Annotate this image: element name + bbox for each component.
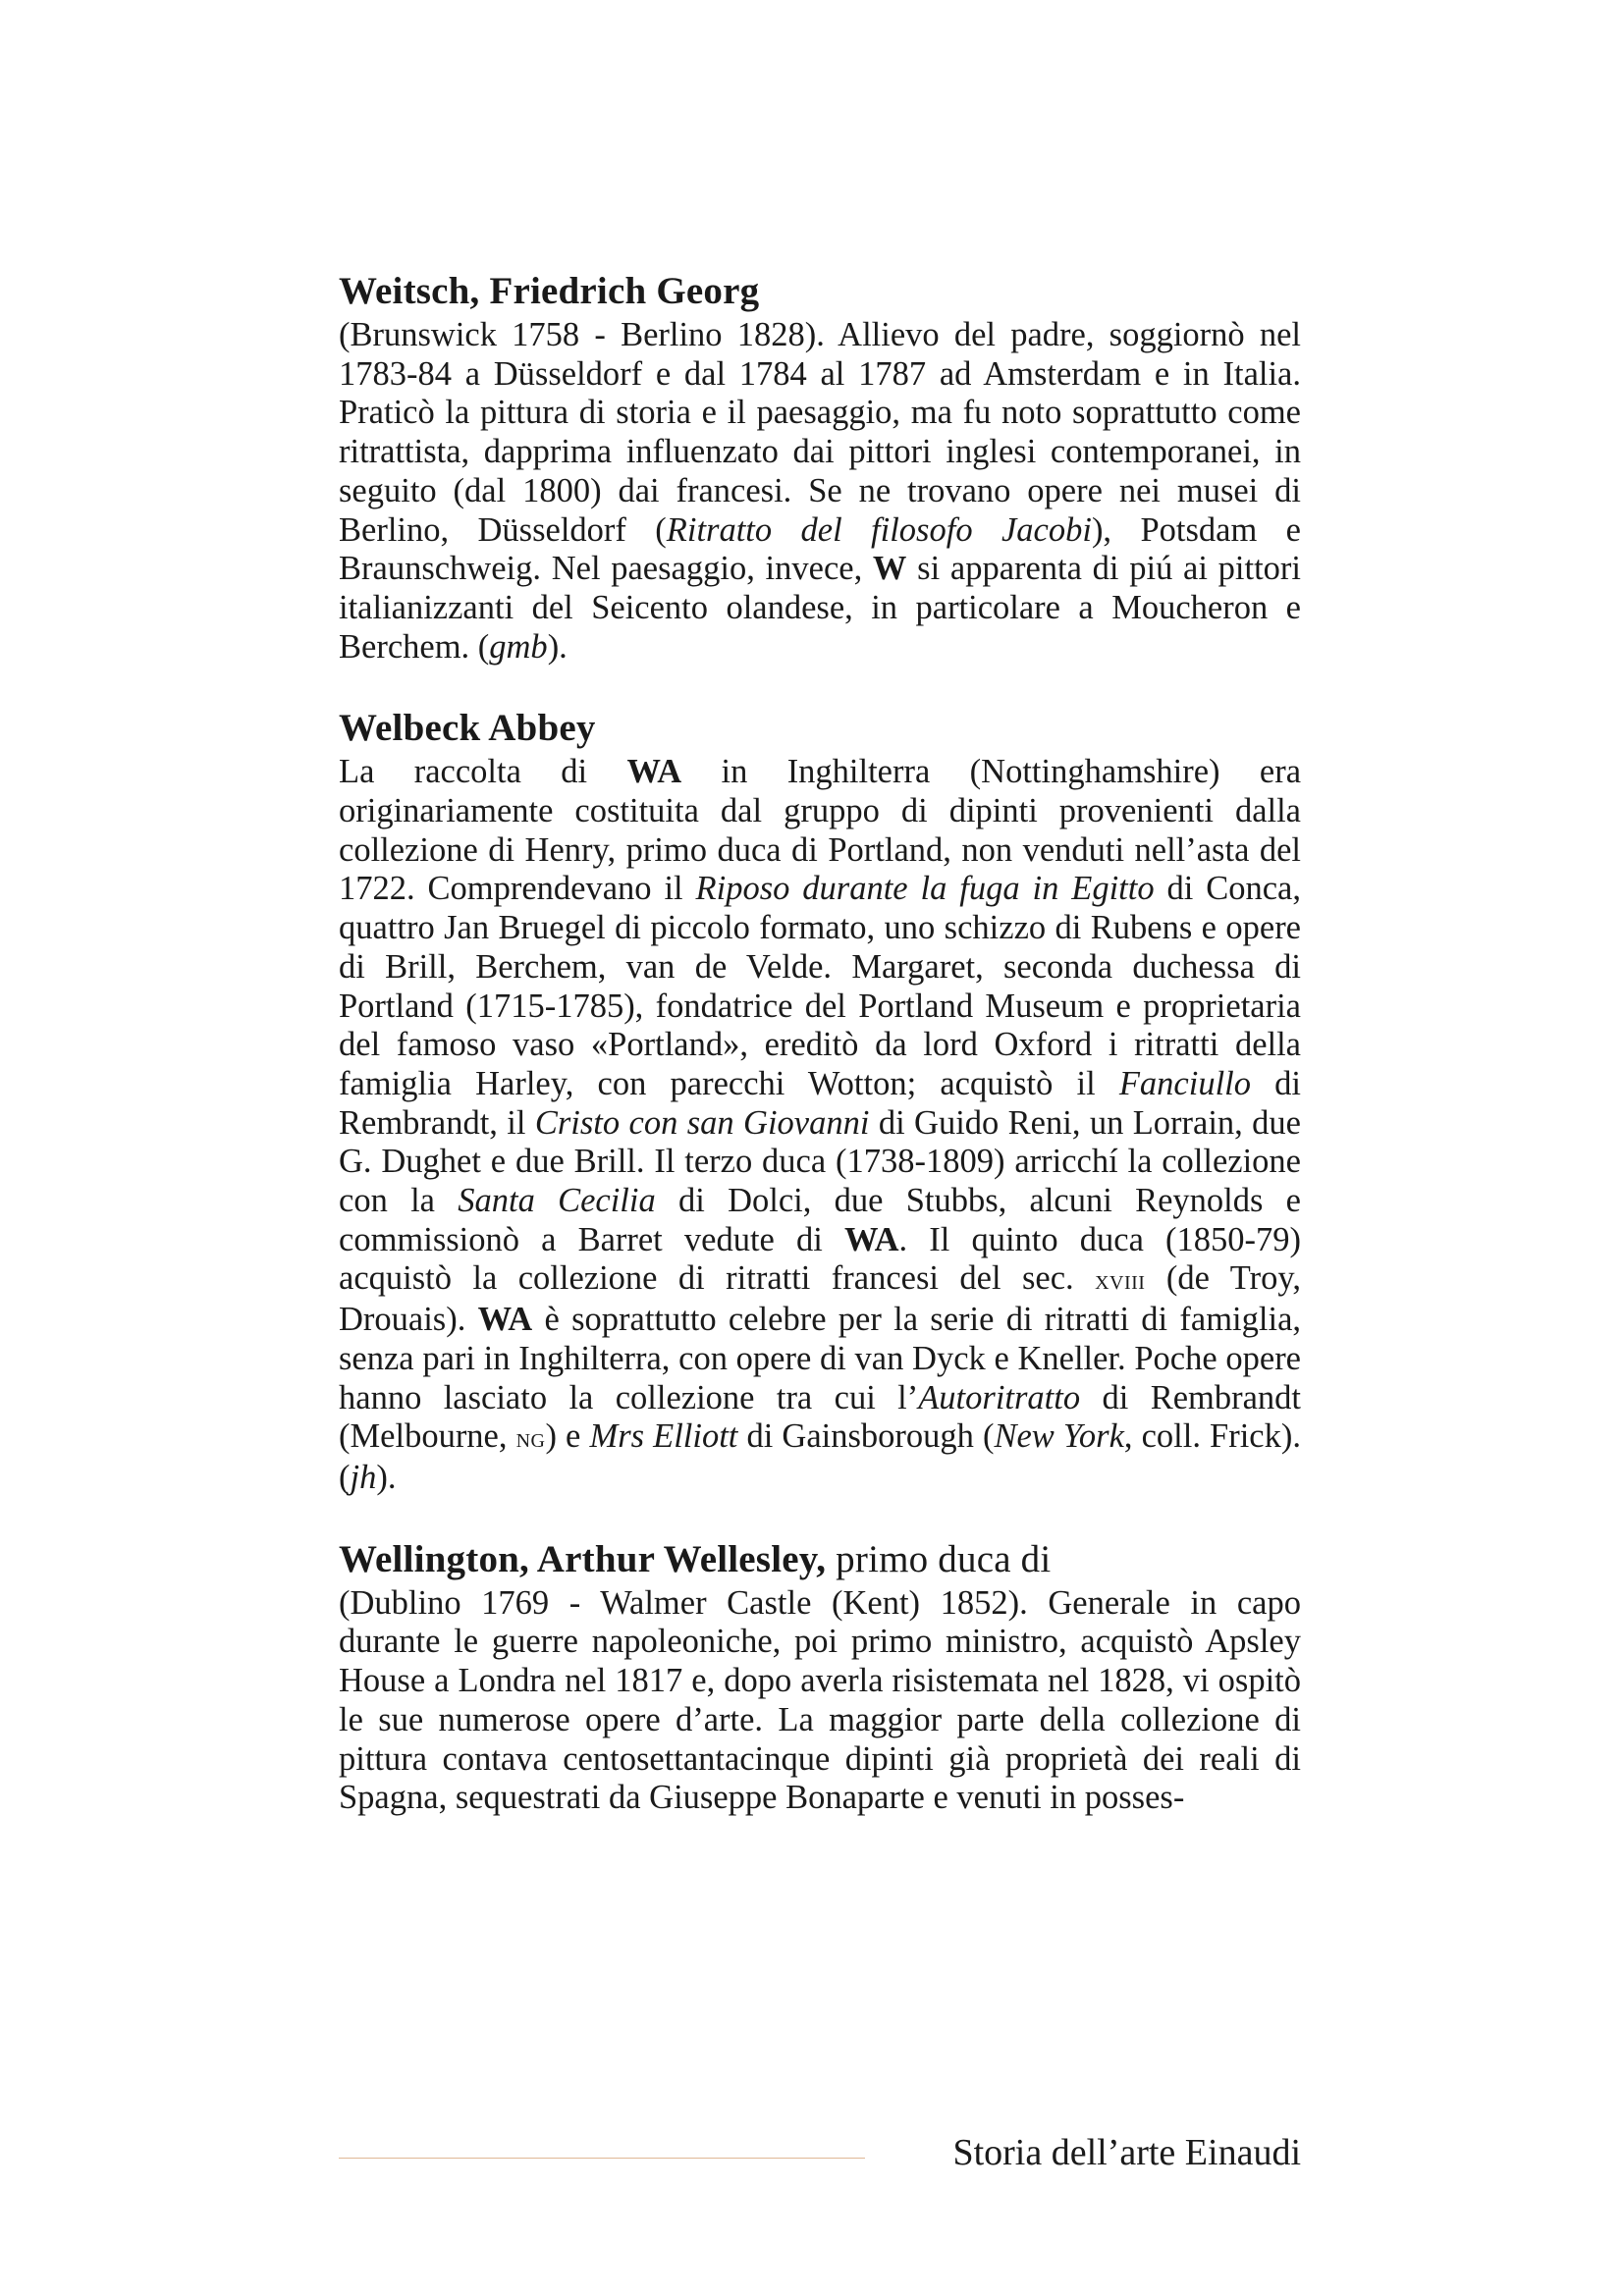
entry-title-text: Welbeck Abbey bbox=[339, 707, 596, 750]
small-caps-text: ng bbox=[515, 1423, 546, 1455]
bold-abbrev: WA bbox=[477, 1301, 533, 1339]
entry-title-text: Weitsch, Friedrich Georg bbox=[339, 270, 760, 312]
entry-weitsch bbox=[339, 267, 1301, 667]
entry-welbeck-abbey bbox=[339, 704, 1301, 1497]
entry-title-text: Wellington, Arthur Wellesley, bbox=[339, 1537, 827, 1580]
italic-text: Mrs Elliott bbox=[589, 1417, 738, 1456]
entry-title-suffix: primo duca di bbox=[826, 1537, 1052, 1580]
italic-text: gmb bbox=[489, 627, 548, 666]
italic-text: Cristo con san Giovanni bbox=[534, 1103, 870, 1142]
entry-title bbox=[339, 704, 1301, 753]
footer-text: Storia dell’arte Einaudi bbox=[952, 2132, 1301, 2173]
bold-abbrev: WA bbox=[843, 1220, 899, 1258]
italic-text: jh bbox=[350, 1458, 377, 1496]
italic-text: Autoritratto bbox=[918, 1378, 1081, 1416]
entry-title bbox=[339, 1535, 1301, 1584]
footer-rule bbox=[339, 2158, 865, 2159]
italic-text: Santa Cecilia bbox=[458, 1182, 656, 1220]
entry-wellington bbox=[339, 1535, 1301, 1818]
page-content bbox=[339, 267, 1301, 1855]
entry-body: (Brunswick 1758 - Berlino 1828). Allievo del padre, soggiornò nel 1783-84 a Düsseldorf e dal 1784 al 1787 ad Amsterdam e in Italia. Praticò la pittura di storia e il paesaggio, ma fu noto soprattutto come ritrattista, dapprima influenzato dai pittori inglesi contemporanei, in seguito (dal 1800) dai francesi. Se ne trovano opere nei musei di Berlino, Düsseldorf (Ritratto del filosofo Jacobi), Potsdam e Braunschweig. Nel paesaggio, invece, W si apparenta di piú ai pittori italianizzanti del Seicento olandese, in particolare a Moucheron e Berchem. (gmb). bbox=[339, 316, 1301, 666]
bold-abbrev: W bbox=[872, 550, 907, 588]
italic-text: New York bbox=[994, 1417, 1124, 1456]
italic-text: Riposo durante la fuga in Egitto bbox=[695, 870, 1155, 908]
italic-text: Fanciullo bbox=[1118, 1064, 1251, 1102]
page-footer bbox=[339, 2128, 1301, 2187]
entry-body: (Dublino 1769 - Walmer Castle (Kent) 1852). Generale in capo durante le guerre napoleoniche, poi primo ministro, acquistò Apsley House a Londra nel 1817 e, dopo averla risistemata nel 1828, vi ospitò le sue numerose opere d’arte. La maggior parte della collezione di pittura contava centosettantacinque dipinti già proprietà dei reali di Spagna, sequestrati da Giuseppe Bonaparte e venuti in posses- bbox=[339, 1583, 1301, 1817]
italic-text: Ritratto del filosofo Jacobi bbox=[666, 510, 1092, 549]
entry-title bbox=[339, 267, 1301, 316]
entry-body: La raccolta di WA in Inghilterra (Nottinghamshire) era originariamente costituita dal gruppo di dipinti provenienti dalla collezione di Henry, primo duca di Portland, non venduti nell’asta del 1722. Comprendevano il Riposo durante la fuga in Egitto di Conca, quattro Jan Bruegel di piccolo formato, uno schizzo di Rubens e opere di Brill, Berchem, van de Velde. Margaret, seconda duchessa di Portland (1715-1785), fondatrice del Portland Museum e proprietaria del famoso vaso «Portland», ereditò da lord Oxford i ritratti della famiglia Harley, con parecchi Wotton; acquistò il Fanciullo di Rembrandt, il Cristo con san Giovanni di Guido Reni, un Lorrain, due G. Dughet e due Brill. Il terzo duca (1738-1809) arricchí la collezione con la Santa Cecilia di Dolci, due Stubbs, alcuni Reynolds e commissionò a Barret vedute di WA. Il quinto duca (1850-79) acquistò la collezione di ritratti francesi del sec. xviii (de Troy, Drouais). WA è soprattutto celebre per la serie di ritratti di famiglia, senza pari in Inghilterra, con opere di van Dyck e Kneller. Poche opere hanno lasciato la collezione tra cui l’Autoritratto di Rembrandt (Melbourne, ng) e Mrs Elliott di Gainsborough (New York, coll. Frick). (jh). bbox=[339, 753, 1302, 1496]
small-caps-text: xviii bbox=[1095, 1265, 1146, 1297]
bold-abbrev: WA bbox=[626, 753, 682, 791]
